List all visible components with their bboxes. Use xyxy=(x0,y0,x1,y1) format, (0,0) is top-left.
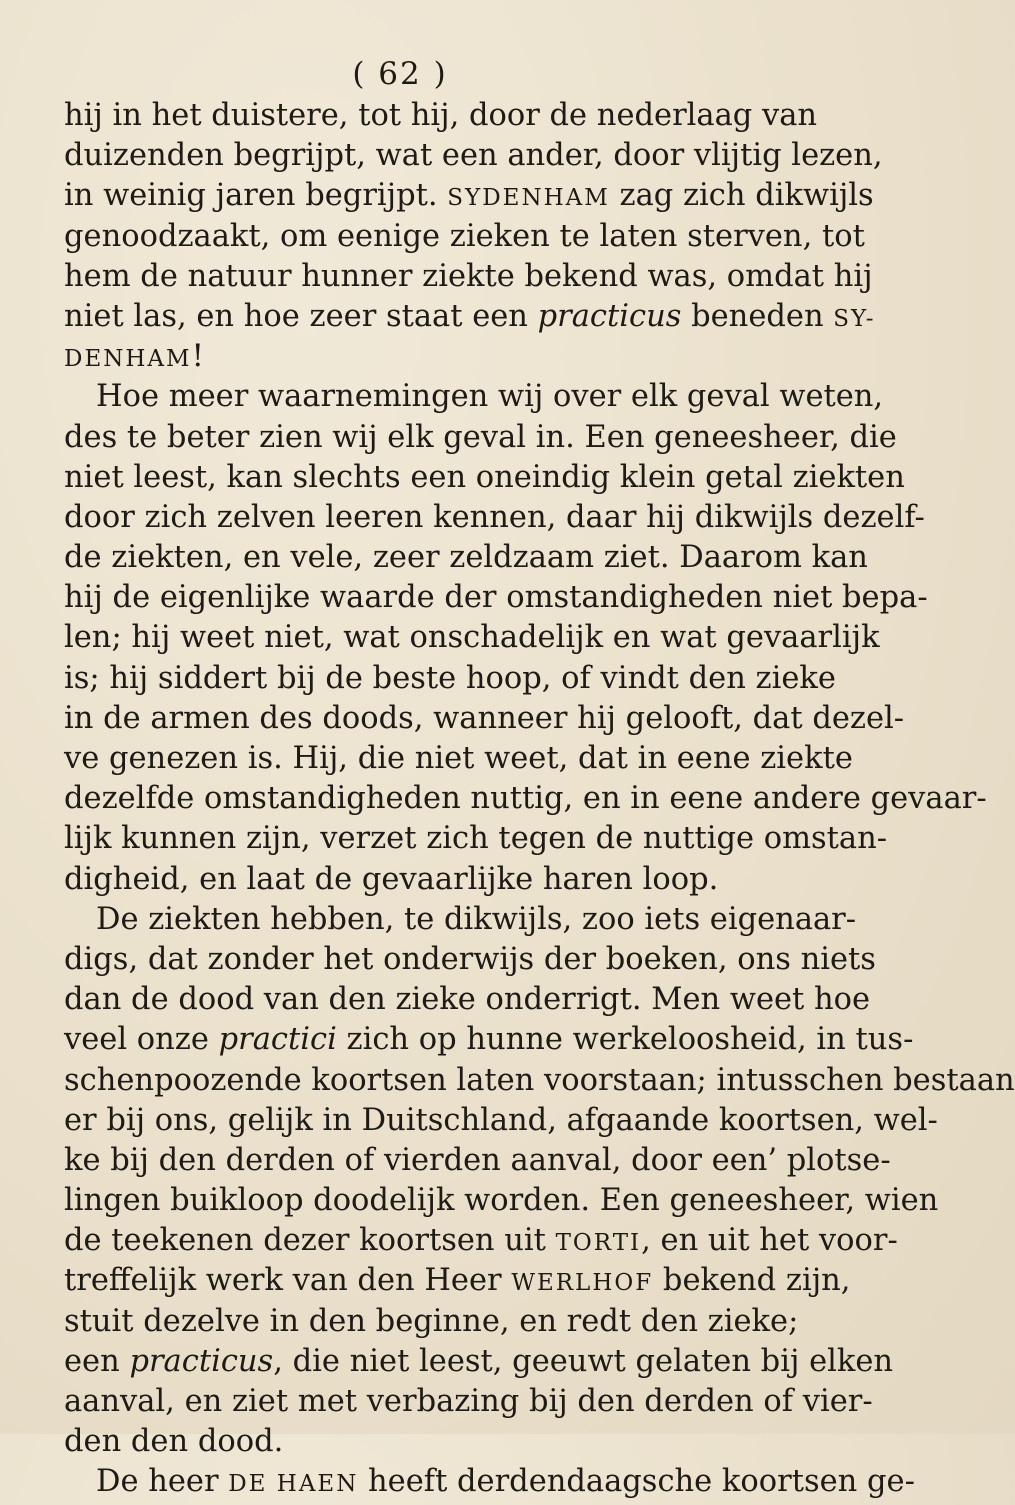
text-line xyxy=(64,498,925,538)
text-line xyxy=(64,699,905,739)
text-run: bekend zijn, xyxy=(653,1263,851,1299)
small-caps-name: DENHAM xyxy=(64,346,192,373)
text-run: ke bij den derden of vierden aanval, door een’ plotse- xyxy=(64,1142,891,1178)
text-run: des te beter zien wij elk geval in. Een geneesheer, die xyxy=(64,419,897,455)
text-run: in weinig jaren begrijpt. xyxy=(64,178,448,214)
text-line xyxy=(64,1382,873,1422)
body-text xyxy=(64,96,1015,1503)
text-line xyxy=(64,1342,894,1382)
italic-term: practicus xyxy=(129,1343,274,1379)
text-line xyxy=(64,337,776,377)
text-line xyxy=(64,1221,898,1261)
text-line xyxy=(64,1181,939,1221)
text-run: genoodzaakt, om eenige zieken te laten sterven, tot xyxy=(64,218,865,254)
text-run: , die niet leest, geeuwt gelaten bij elken xyxy=(273,1343,894,1379)
text-run: dan de dood van den zieke onderrigt. Men weet hoe xyxy=(64,982,871,1018)
text-line xyxy=(64,217,865,257)
text-run: De heer xyxy=(96,1464,229,1500)
small-caps-name: SY- xyxy=(833,305,876,332)
text-line xyxy=(64,860,776,900)
text-line xyxy=(64,940,876,980)
text-line xyxy=(64,257,873,297)
text-run: lijk kunnen zijn, verzet zich tegen de nuttige omstan- xyxy=(64,821,888,857)
text-run: hij in het duistere, tot hij, door de nederlaag van xyxy=(64,98,818,133)
text-run: niet las, en hoe zeer staat een xyxy=(64,298,538,334)
text-run: schenpoozende koortsen laten voorstaan; intusschen bestaan xyxy=(64,1062,1015,1098)
text-run: aanval, en ziet met verbazing bij den derden of vier- xyxy=(64,1384,873,1419)
text-line xyxy=(64,1462,915,1502)
text-line xyxy=(64,538,868,578)
text-line xyxy=(64,1302,799,1342)
text-line xyxy=(64,819,888,859)
text-line xyxy=(64,418,897,458)
text-run: de ziekten, en vele, zeer zeldzaam ziet. Daarom kan xyxy=(64,540,868,576)
text-run: ve genezen is. Hij, die niet weet, dat in eene ziekte xyxy=(64,741,853,776)
text-run: hem de natuur hunner ziekte bekend was, omdat hij xyxy=(64,258,873,294)
text-run: Hoe meer waarnemingen wij over elk geval weten, xyxy=(96,379,884,415)
italic-term: practici xyxy=(218,1022,337,1058)
italic-term: practicus xyxy=(537,298,682,334)
text-run: zich op hunne werkeloosheid, in tus- xyxy=(336,1022,914,1058)
text-run: in de armen des doods, wanneer hij gelooft, dat dezel- xyxy=(64,700,905,736)
text-line xyxy=(64,1141,891,1181)
text-line xyxy=(64,176,874,216)
text-line xyxy=(64,136,883,176)
text-run: de teekenen dezer koortsen uit xyxy=(64,1223,556,1259)
text-run: er bij ons, gelijk in Duitschland, afgaande koortsen, wel- xyxy=(64,1102,938,1138)
text-line xyxy=(64,1261,851,1301)
text-line xyxy=(64,458,905,498)
text-line xyxy=(64,377,884,417)
text-line xyxy=(64,618,880,658)
text-line xyxy=(64,1422,776,1462)
text-run: den den dood. xyxy=(64,1424,284,1460)
text-run: door zich zelven leeren kennen, daar hij dikwijls dezelf- xyxy=(64,499,925,535)
text-line xyxy=(64,1101,938,1141)
text-run: stuit dezelve in den beginne, en redt den zieke; xyxy=(64,1303,799,1339)
text-line xyxy=(64,739,853,779)
text-run: De ziekten hebben, te dikwijls, zoo iets eigenaar- xyxy=(96,901,857,937)
text-line xyxy=(64,980,871,1020)
small-caps-name: DE HAEN xyxy=(228,1471,359,1498)
text-line xyxy=(64,1020,914,1060)
text-run: duizenden begrijpt, wat een ander, door vlijtig lezen, xyxy=(64,138,883,174)
text-run: digs, dat zonder het onderwijs der boeken, ons niets xyxy=(64,941,876,977)
text-run: treffelijk werk van den Heer xyxy=(64,1263,512,1299)
small-caps-name: SYDENHAM xyxy=(447,185,610,212)
small-caps-name: TORTI xyxy=(555,1230,642,1257)
text-run: veel onze xyxy=(64,1022,219,1058)
text-line xyxy=(64,779,987,819)
text-run: , en uit het voor- xyxy=(641,1223,898,1259)
text-line xyxy=(64,96,818,136)
text-run: een xyxy=(64,1343,130,1379)
text-line xyxy=(64,297,876,337)
text-run: is; hij siddert bij de beste hoop, of vindt den zieke xyxy=(64,660,836,696)
text-run: niet leest, kan slechts een oneindig klein getal ziekten xyxy=(64,459,905,495)
text-line xyxy=(64,900,857,940)
text-run: ! xyxy=(191,339,204,375)
text-line xyxy=(64,1061,1015,1101)
text-run: len; hij weet niet, wat onschadelijk en wat gevaarlijk xyxy=(64,620,880,656)
text-run: hij de eigenlijke waarde der omstandigheden niet bepa- xyxy=(64,580,928,616)
text-run: digheid, en laat de gevaarlijke haren loop. xyxy=(64,861,719,897)
text-run: heeft derdendaagsche koortsen ge- xyxy=(358,1464,915,1500)
text-run: dezelfde omstandigheden nuttig, en in eene andere gevaar- xyxy=(64,781,987,817)
text-line xyxy=(64,578,928,618)
text-run: zag zich dikwijls xyxy=(609,178,874,214)
page-number: ( 62 ) xyxy=(352,56,448,92)
text-run: beneden xyxy=(681,298,834,334)
text-run: lingen buikloop doodelijk worden. Een geneesheer, wien xyxy=(64,1183,939,1219)
small-caps-name: WERLHOF xyxy=(511,1270,654,1297)
text-line xyxy=(64,659,836,699)
